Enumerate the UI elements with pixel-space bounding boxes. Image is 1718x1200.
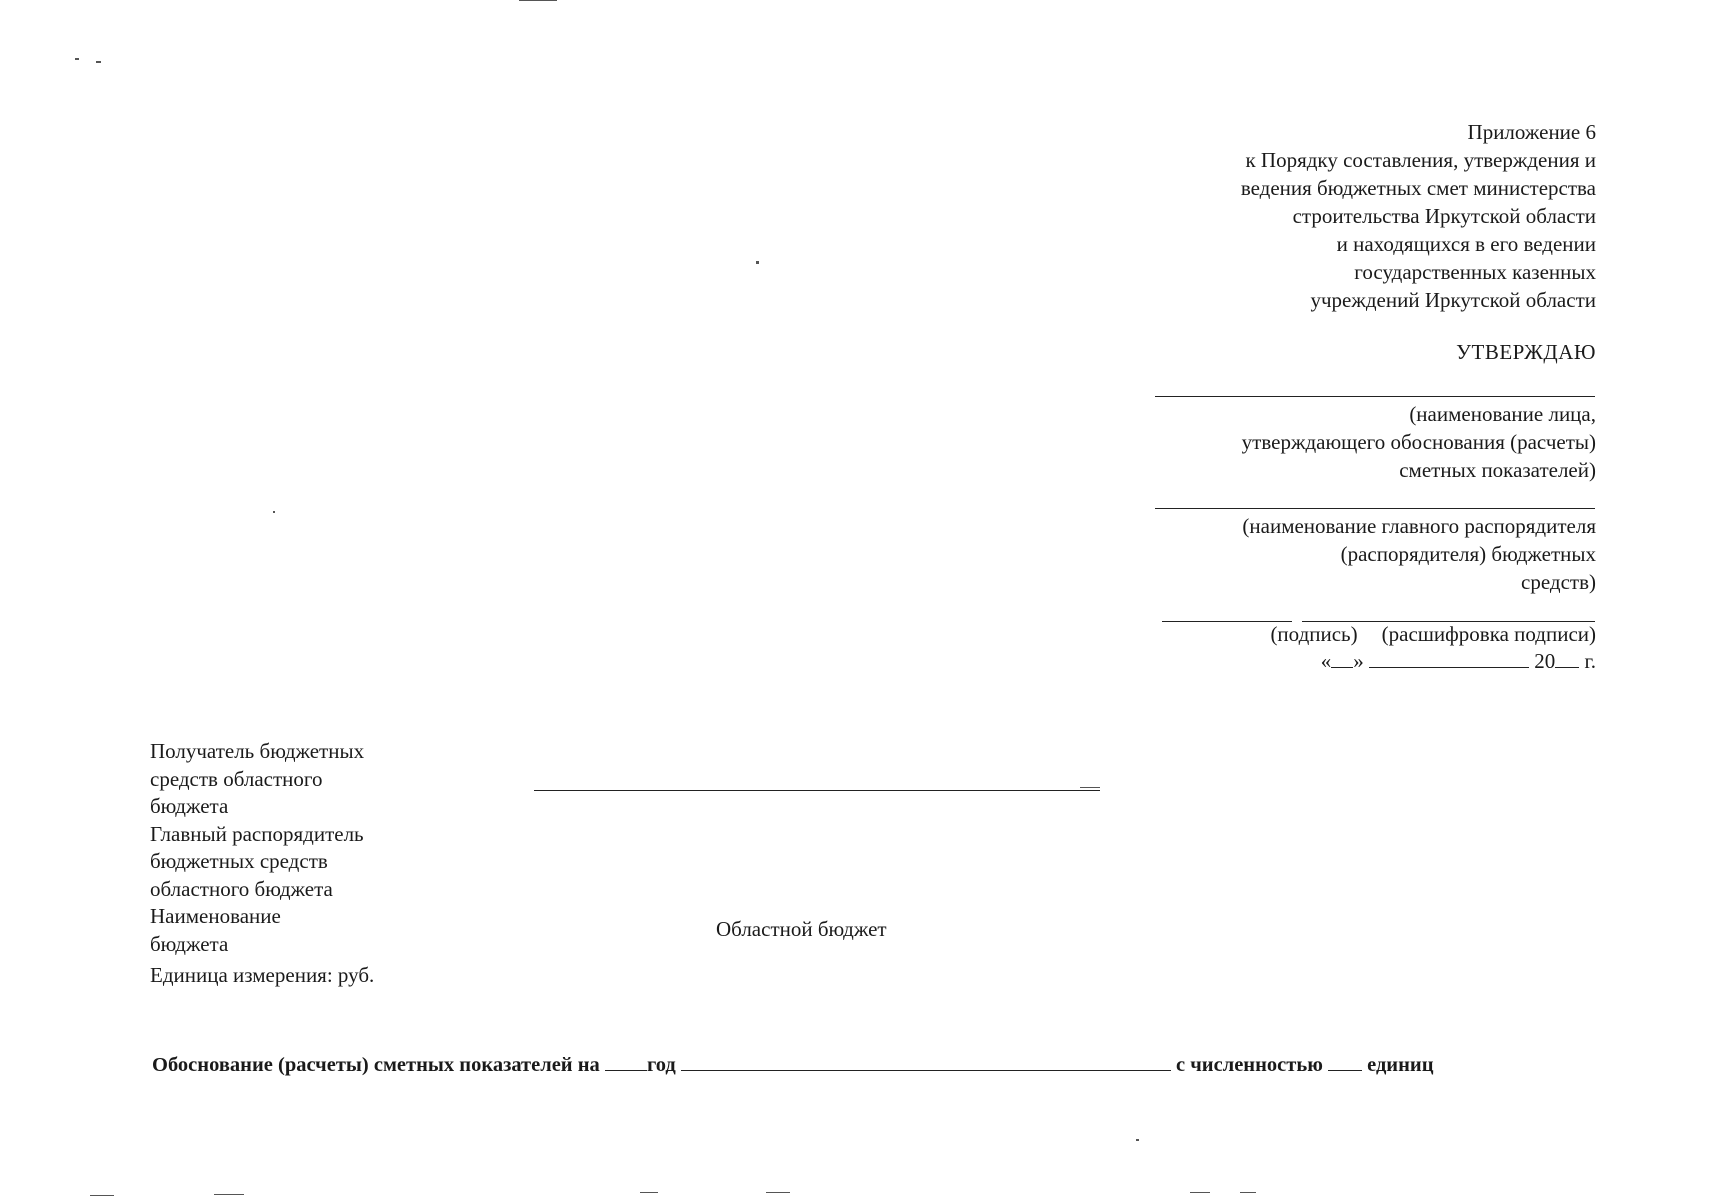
scan-artifact bbox=[214, 1194, 244, 1195]
scan-artifact bbox=[1190, 1192, 1210, 1193]
budget-name-label: бюджета bbox=[150, 931, 229, 956]
year-blank[interactable] bbox=[1555, 649, 1579, 668]
unit-label: Единица измерения: руб. bbox=[150, 963, 375, 987]
chief-manager-label: Главный распорядитель bbox=[150, 821, 364, 846]
appendix-line: к Порядку составления, утверждения и bbox=[1245, 148, 1596, 172]
manager-caption-line: (наименование главного распорядителя bbox=[1242, 514, 1596, 538]
scan-artifact bbox=[75, 58, 79, 60]
manager-name-line[interactable] bbox=[1155, 508, 1595, 509]
signature-caption: (подпись) bbox=[1270, 622, 1358, 646]
scan-artifact bbox=[766, 1192, 790, 1193]
recipient-label: бюджета bbox=[150, 794, 229, 818]
appendix-line: Приложение 6 bbox=[1467, 120, 1596, 144]
headcount-blank[interactable] bbox=[1328, 1050, 1362, 1071]
scan-artifact bbox=[90, 1195, 114, 1196]
appendix-line: строительства Иркутской области bbox=[1292, 204, 1596, 228]
budget-name-label: Наименование bbox=[150, 904, 281, 928]
heading-text: Обоснование (расчеты) сметных показателей на bbox=[152, 1054, 600, 1076]
appendix-header bbox=[1036, 118, 1596, 314]
institution-blank[interactable] bbox=[681, 1050, 1171, 1071]
approver-caption-line: сметных показателей) bbox=[1399, 458, 1596, 482]
scan-artifact bbox=[96, 61, 101, 63]
year-suffix: г. bbox=[1584, 649, 1596, 673]
scan-artifact bbox=[640, 1192, 658, 1193]
date-open-quote: « bbox=[1320, 649, 1332, 673]
appendix-line: и находящихся в его ведении bbox=[1336, 232, 1596, 256]
month-blank[interactable] bbox=[1369, 649, 1529, 668]
heading-units-word: единиц bbox=[1367, 1054, 1434, 1076]
approver-caption-line: утверждающего обоснования (расчеты) bbox=[1241, 430, 1596, 454]
scan-artifact bbox=[1240, 1192, 1256, 1193]
appendix-line: ведения бюджетных смет министерства bbox=[1240, 176, 1596, 200]
year-prefix: 20 bbox=[1534, 649, 1556, 673]
approver-caption-line: (наименование лица, bbox=[1409, 402, 1596, 426]
approval-title: УТВЕРЖДАЮ bbox=[1456, 340, 1596, 364]
appendix-line: государственных казенных bbox=[1354, 260, 1596, 284]
recipient-value-line[interactable] bbox=[534, 790, 1100, 791]
year-input-blank[interactable] bbox=[605, 1050, 647, 1071]
recipient-label: Получатель бюджетных bbox=[150, 739, 365, 763]
scan-artifact bbox=[273, 511, 275, 513]
chief-manager-label: областного бюджета bbox=[150, 876, 333, 901]
budget-name-value: Областной бюджет bbox=[716, 917, 887, 941]
chief-manager-label: бюджетных средств bbox=[150, 849, 328, 873]
manager-caption bbox=[1242, 512, 1596, 596]
scan-artifact bbox=[1136, 1139, 1139, 1141]
calculation-heading bbox=[152, 1050, 1434, 1077]
decoding-caption: (расшифровка подписи) bbox=[1381, 622, 1596, 646]
scan-artifact bbox=[756, 261, 759, 264]
approver-caption bbox=[1242, 400, 1596, 484]
manager-caption-line: средств) bbox=[1521, 570, 1596, 594]
heading-headcount-text: с численностью bbox=[1176, 1054, 1323, 1076]
recipient-label: средств областного bbox=[150, 766, 323, 791]
date-close-quote: » bbox=[1353, 649, 1364, 673]
approver-name-line[interactable] bbox=[1155, 396, 1595, 397]
approval-date bbox=[1321, 649, 1596, 674]
scan-artifact bbox=[1080, 787, 1100, 788]
heading-year-word: год bbox=[646, 1054, 676, 1076]
appendix-line: учреждений Иркутской области bbox=[1310, 288, 1596, 312]
manager-caption-line: (распорядителя) бюджетных bbox=[1340, 542, 1596, 566]
day-blank[interactable] bbox=[1331, 649, 1353, 668]
scan-artifact bbox=[519, 0, 557, 1]
form-field-labels bbox=[150, 738, 374, 990]
signature-captions bbox=[1270, 622, 1596, 647]
